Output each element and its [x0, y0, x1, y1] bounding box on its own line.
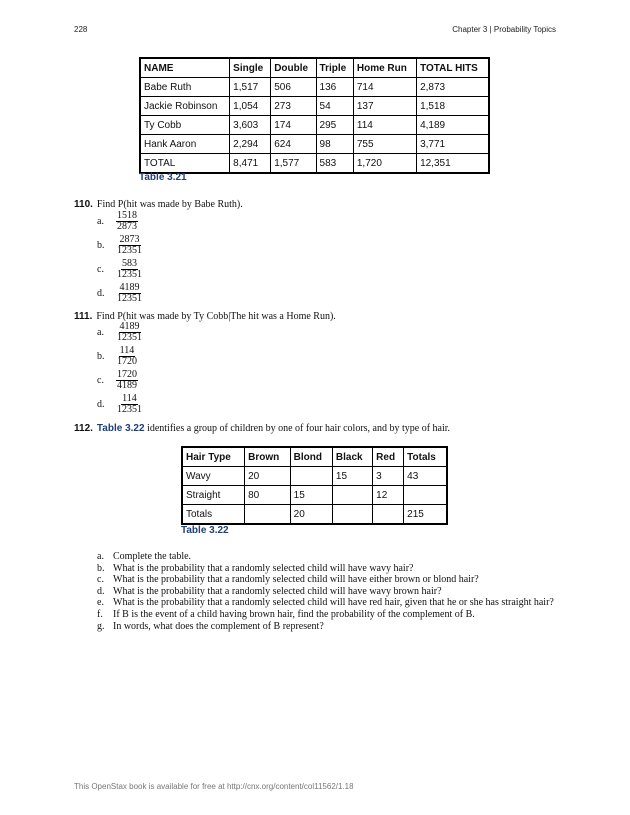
column-header: Single: [230, 58, 271, 78]
table-cell: 137: [353, 97, 416, 116]
sub-letter: d.: [97, 585, 105, 597]
table-caption: Table 3.21: [139, 172, 187, 183]
table-row: [140, 97, 489, 116]
option: [97, 346, 138, 367]
sub-letter: c.: [97, 574, 104, 586]
sub-letter: f.: [97, 608, 103, 620]
sub-text: In words, what does the complement of B represent?: [113, 620, 324, 632]
table-row: [140, 135, 489, 154]
table-cell: 136: [316, 78, 353, 97]
numerator: 1518: [117, 210, 137, 221]
denominator: 12351: [117, 293, 142, 304]
table-cell: Hank Aaron: [140, 135, 230, 154]
sub-letter: a.: [97, 551, 104, 562]
table-row: [182, 467, 447, 486]
table-cell: Straight: [182, 486, 245, 505]
numerator: 114: [119, 345, 135, 356]
question-text: identifies a group of children by one of four hair colors, and by type of hair.: [144, 423, 451, 434]
table-cell: 4,189: [417, 116, 489, 135]
column-header: NAME: [140, 58, 230, 78]
table-cell: 755: [353, 135, 416, 154]
column-header: Triple: [316, 58, 353, 78]
table-row: [182, 486, 447, 505]
table-header-row: [182, 447, 447, 467]
fraction: [116, 259, 143, 280]
option-letter: a.: [97, 327, 104, 338]
question-text: Find P(hit was made by Ty Cobb|The hit was a Home Run).: [96, 311, 336, 322]
option: [97, 370, 138, 391]
fraction: [116, 346, 138, 367]
option: [97, 322, 143, 343]
column-header: Black: [332, 447, 372, 467]
question-number: 110.: [74, 199, 93, 210]
column-header: Double: [271, 58, 316, 78]
sub-letter: g.: [97, 620, 105, 632]
sub-text: What is the probability that a randomly selected child will have wavy brown hair?: [113, 585, 442, 597]
table-cell: 12,351: [417, 154, 489, 174]
option: [97, 259, 143, 280]
option-letter: c.: [97, 375, 104, 386]
table-cell: [290, 467, 332, 486]
column-header: Hair Type: [182, 447, 245, 467]
denominator: 12351: [117, 245, 142, 256]
table-3-22: [181, 446, 448, 525]
sub-question: [97, 621, 554, 633]
question-text: Find P(hit was made by Babe Ruth).: [96, 199, 243, 210]
table-cell: 43: [404, 467, 447, 486]
denominator: 12351: [117, 404, 142, 415]
table-cell: TOTAL: [140, 154, 230, 174]
option: [97, 211, 138, 232]
denominator: 2873: [117, 221, 137, 232]
option-letter: c.: [97, 264, 104, 275]
option-letter: d.: [97, 288, 105, 299]
table-cell: 3: [373, 467, 404, 486]
table-cell: Wavy: [182, 467, 245, 486]
column-header: Totals: [404, 447, 447, 467]
table-row: [182, 505, 447, 525]
column-header: TOTAL HITS: [417, 58, 489, 78]
option: [97, 235, 143, 256]
sub-question: [97, 586, 554, 598]
numerator: 583: [122, 258, 137, 269]
table-cell: 12: [373, 486, 404, 505]
table-cell: 1,517: [230, 78, 271, 97]
table-cell: 3,603: [230, 116, 271, 135]
sub-question-list: [97, 551, 554, 632]
table-row: [140, 116, 489, 135]
numerator: 1720: [117, 369, 137, 380]
table-cell: 506: [271, 78, 316, 97]
table-cell: 273: [271, 97, 316, 116]
question-number: 111.: [74, 311, 93, 322]
table-cell: [332, 486, 372, 505]
table-row: [140, 78, 489, 97]
fraction: [116, 322, 143, 343]
sub-letter: b.: [97, 562, 105, 574]
option: [97, 283, 143, 304]
fraction: [116, 235, 143, 256]
table-cell: 15: [332, 467, 372, 486]
table-cell: 174: [271, 116, 316, 135]
fraction: [116, 283, 143, 304]
sub-text: Complete the table.: [113, 551, 192, 562]
question-number: 112.: [74, 423, 93, 434]
table-cell: 2,873: [417, 78, 489, 97]
table-cell: 624: [271, 135, 316, 154]
table-link[interactable]: Table 3.22: [96, 423, 145, 434]
numerator: 4189: [119, 321, 140, 332]
fraction: [116, 394, 143, 415]
numerator: 2873: [119, 234, 140, 245]
column-header: Home Run: [353, 58, 416, 78]
table-cell: Ty Cobb: [140, 116, 230, 135]
table-cell: [245, 505, 291, 525]
numerator: 4189: [119, 282, 140, 293]
table-cell: Totals: [182, 505, 245, 525]
fraction: [116, 370, 138, 391]
table-header-row: [140, 58, 489, 78]
option: [97, 394, 143, 415]
table-cell: Jackie Robinson: [140, 97, 230, 116]
column-header: Brown: [245, 447, 291, 467]
sub-text: What is the probability that a randomly selected child will have either brown or blond hair?: [113, 574, 479, 586]
question-110: [74, 199, 243, 210]
table-cell: 2,294: [230, 135, 271, 154]
table-cell: 8,471: [230, 154, 271, 174]
denominator: 12351: [117, 332, 142, 343]
column-header: Blond: [290, 447, 332, 467]
sub-text: What is the probability that a randomly selected child will have wavy hair?: [113, 562, 414, 574]
table-cell: 114: [353, 116, 416, 135]
table-cell: 20: [245, 467, 291, 486]
denominator: 1720: [117, 356, 137, 367]
table-cell: 1,577: [271, 154, 316, 174]
table-cell: 54: [316, 97, 353, 116]
option-letter: b.: [97, 240, 105, 251]
denominator: 4189: [117, 380, 137, 391]
table-cell: [332, 505, 372, 525]
chapter-title: Chapter 3 | Probability Topics: [452, 25, 556, 34]
table-cell: 1,720: [353, 154, 416, 174]
question-111: [74, 311, 336, 322]
table-cell: 1,054: [230, 97, 271, 116]
page-number: 228: [74, 25, 88, 34]
table-cell: [373, 505, 404, 525]
sub-question: [97, 574, 554, 586]
sub-text: If B is the event of a child having brown hair, find the probability of the complement of B.: [113, 608, 475, 620]
option-letter: b.: [97, 351, 105, 362]
table-cell: 3,771: [417, 135, 489, 154]
option-letter: a.: [97, 216, 104, 227]
table-row: [140, 154, 489, 174]
sub-question: [97, 563, 554, 575]
table-cell: 295: [316, 116, 353, 135]
numerator: 114: [122, 393, 137, 404]
table-caption: Table 3.22: [181, 525, 229, 536]
table-cell: 215: [404, 505, 447, 525]
table-cell: 98: [316, 135, 353, 154]
sub-text: What is the probability that a randomly selected child will have red hair, given that he or she has straight hair?: [113, 597, 554, 609]
column-header: Red: [373, 447, 404, 467]
sub-question: [97, 551, 554, 563]
denominator: 12351: [117, 269, 142, 280]
table-cell: 15: [290, 486, 332, 505]
table-3-21: [139, 57, 490, 174]
table-cell: 80: [245, 486, 291, 505]
table-cell: 20: [290, 505, 332, 525]
sub-letter: e.: [97, 597, 104, 609]
table-cell: 714: [353, 78, 416, 97]
option-letter: d.: [97, 399, 105, 410]
table-cell: 583: [316, 154, 353, 174]
sub-question: [97, 609, 554, 621]
table-cell: [404, 486, 447, 505]
question-112: [74, 423, 450, 434]
table-cell: 1,518: [417, 97, 489, 116]
fraction: [116, 211, 138, 232]
footer-note: This OpenStax book is available for free at http://cnx.org/content/col11562/1.18: [74, 782, 354, 791]
sub-question: [97, 597, 554, 609]
table-cell: Babe Ruth: [140, 78, 230, 97]
